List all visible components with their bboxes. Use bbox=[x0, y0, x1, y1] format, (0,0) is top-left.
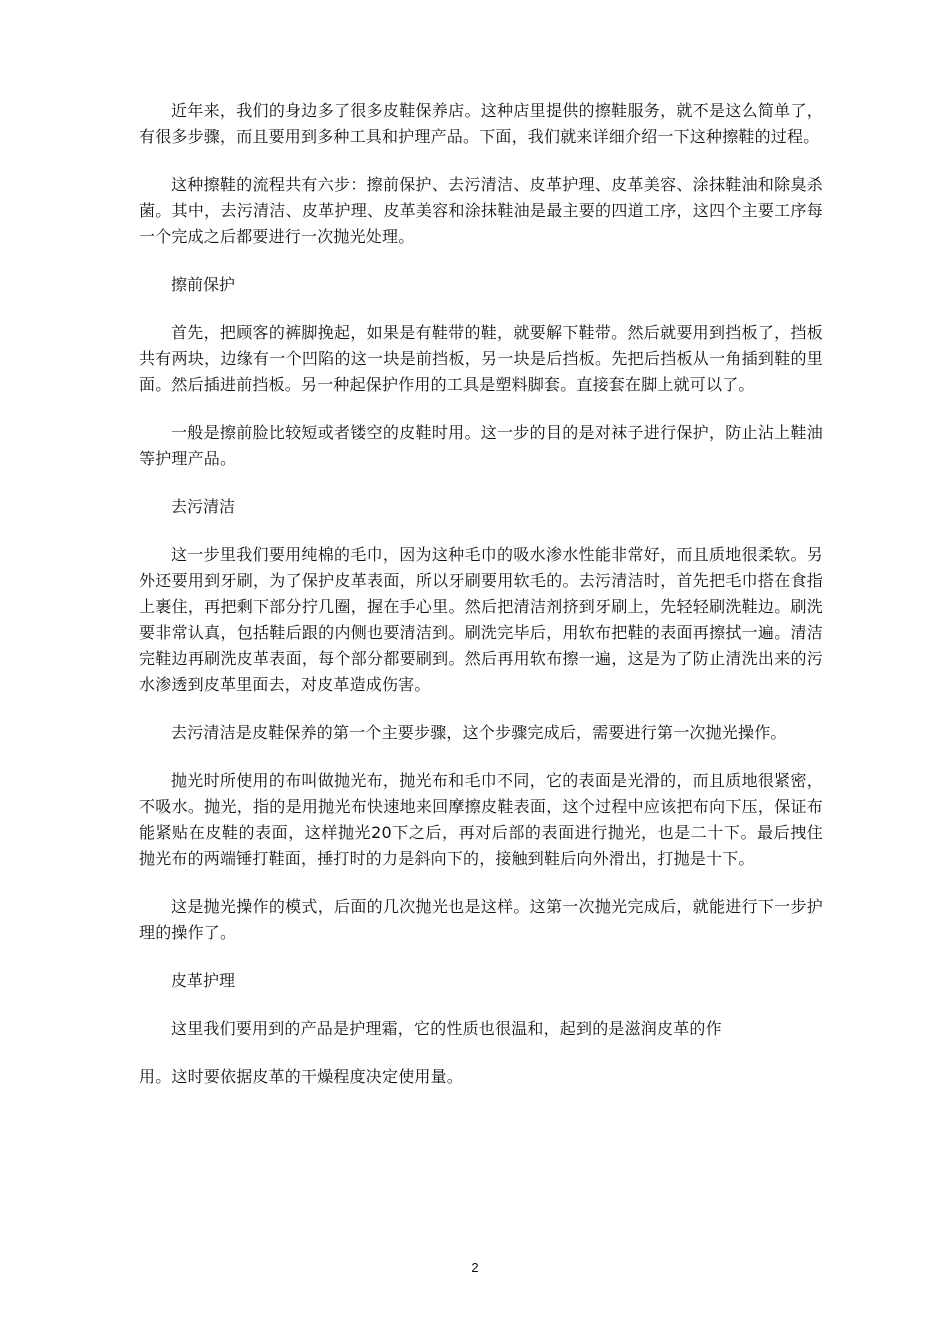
section-heading-pre-protection: 擦前保护 bbox=[171, 275, 236, 294]
paragraph-process-overview: 这种擦鞋的流程共有六步：擦前保护、去污清洁、皮革护理、皮革美容、涂抹鞋油和除臭杀菌。其中，去污清洁、皮革护理、皮革美容和涂抹鞋油是最主要的四道工序，这四个主要工序每一个完成之后都要进行一次抛光处理。 bbox=[139, 175, 823, 246]
paragraph-cleaning-steps: 这一步里我们要用纯棉的毛巾，因为这种毛巾的吸水渗水性能非常好，而且质地很柔软。另外还要用到牙刷，为了保护皮革表面，所以牙刷要用软毛的。去污清洁时，首先把毛巾搭在食指上裹住，再把剩下部分拧几圈，握在手心里。然后把清洁剂挤到牙刷上，先轻轻刷洗鞋边。刷洗要非常认真，包括鞋后跟的内侧也要清洁到。刷洗完毕后，用软布把鞋的表面再擦拭一遍。清洁完鞋边再刷洗皮革表面，每个部分都要刷到。然后再用软布擦一遍，这是为了防止清洗出来的污水渗透到皮革里面去，对皮革造成伤害。 bbox=[139, 545, 823, 694]
paragraph-polishing-mode: 这是抛光操作的模式，后面的几次抛光也是这样。这第一次抛光完成后，就能进行下一步护理的操作了。 bbox=[139, 897, 823, 942]
paragraph-pre-protection-purpose: 一般是擦前脸比较短或者镂空的皮鞋时用。这一步的目的是对袜子进行保护，防止沾上鞋油等护理产品。 bbox=[139, 423, 823, 468]
section-heading-leather-care: 皮革护理 bbox=[171, 971, 236, 990]
paragraph-leather-care-line2: 用。这时要依据皮革的干燥程度决定使用量。 bbox=[139, 1067, 464, 1086]
paragraph-cleaning-summary: 去污清洁是皮鞋保养的第一个主要步骤，这个步骤完成后，需要进行第一次抛光操作。 bbox=[171, 723, 787, 742]
paragraph-intro: 近年来，我们的身边多了很多皮鞋保养店。这种店里提供的擦鞋服务，就不是这么简单了，有很多步骤，而且要用到多种工具和护理产品。下面，我们就来详细介绍一下这种擦鞋的过程。 bbox=[139, 101, 823, 146]
paragraph-pre-protection-steps: 首先，把顾客的裤脚挽起，如果是有鞋带的鞋，就要解下鞋带。然后就要用到挡板了，挡板共有两块，边缘有一个凹陷的这一块是前挡板，另一块是后挡板。先把后挡板从一角插到鞋的里面。然后插进前挡板。另一种起保护作用的工具是塑料脚套。直接套在脚上就可以了。 bbox=[139, 323, 823, 394]
paragraph-polishing-method: 抛光时所使用的布叫做抛光布，抛光布和毛巾不同，它的表面是光滑的，而且质地很紧密，不吸水。抛光，指的是用抛光布快速地来回摩擦皮鞋表面，这个过程中应该把布向下压，保证布能紧贴在皮鞋的表面，这样抛光20下之后，再对后部的表面进行抛光，也是二十下。最后拽住抛光布的两端锤打鞋面，捶打时的力是斜向下的，接触到鞋后向外滑出，打抛是十下。 bbox=[139, 771, 823, 868]
page-number: 2 bbox=[471, 1260, 479, 1275]
document-body bbox=[139, 98, 823, 1112]
section-heading-cleaning: 去污清洁 bbox=[171, 497, 236, 516]
paragraph-leather-care-line1: 这里我们要用到的产品是护理霜，它的性质也很温和，起到的是滋润皮革的作 bbox=[171, 1019, 722, 1038]
